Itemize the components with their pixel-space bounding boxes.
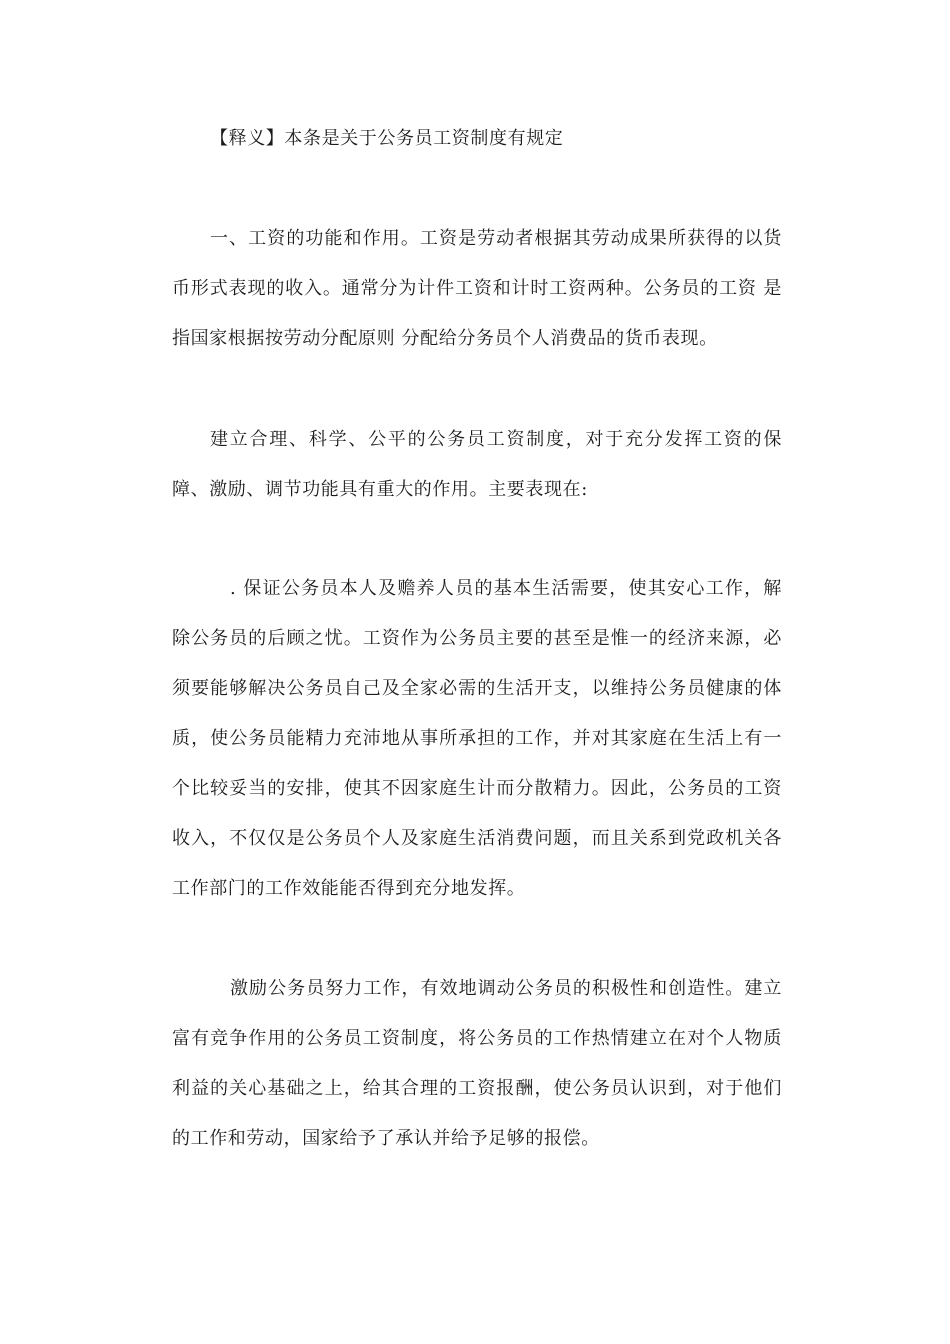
paragraph-incentive: 激励公务员努力工作，有效地调动公务员的积极性和创造性。建立富有竞争作用的公务员工资制度，将公务员的工作热情建立在对个人物质利益的关心基础之上，给其合理的工资报酬，使公务员认识到，对于他们的工作和劳动，国家给予了承认并给予足够的报偿。	[172, 978, 782, 1149]
interpretation-heading: 【释义】本条是关于公务员工资制度有规定	[210, 128, 564, 149]
paragraph-wage-system: 建立合理、科学、公平的公务员工资制度，对于充分发挥工资的保障、激励、调节功能具有重大的作用。主要表现在:	[172, 429, 782, 500]
paragraph-basic-needs: . 保证公务员本人及赡养人员的基本生活需要，使其安心工作，解除公务员的后顾之忧。工资作为公务员主要的甚至是惟一的经济来源，必须要能够解决公务员自己及全家必需的生活开支，以维持公务员健康的体质，使公务员能精力充沛地从事所承担的工作，并对其家庭在生活上有一个比较妥当的安排，使其不因家庭生计而分散精力。因此，公务员的工资收入，不仅仅是公务员个人及家庭生活消费问题，而且关系到党政机关各工作部门的工作效能能否得到充分地发挥。	[172, 578, 782, 899]
paragraph-wage-function: 一、工资的功能和作用。工资是劳动者根据其劳动成果所获得的以货币形式表现的收入。通常分为计件工资和计时工资两种。公务员的工资 是指国家根据按劳动分配原则 分配给分务员个人消费品的货币表现。	[172, 228, 782, 349]
